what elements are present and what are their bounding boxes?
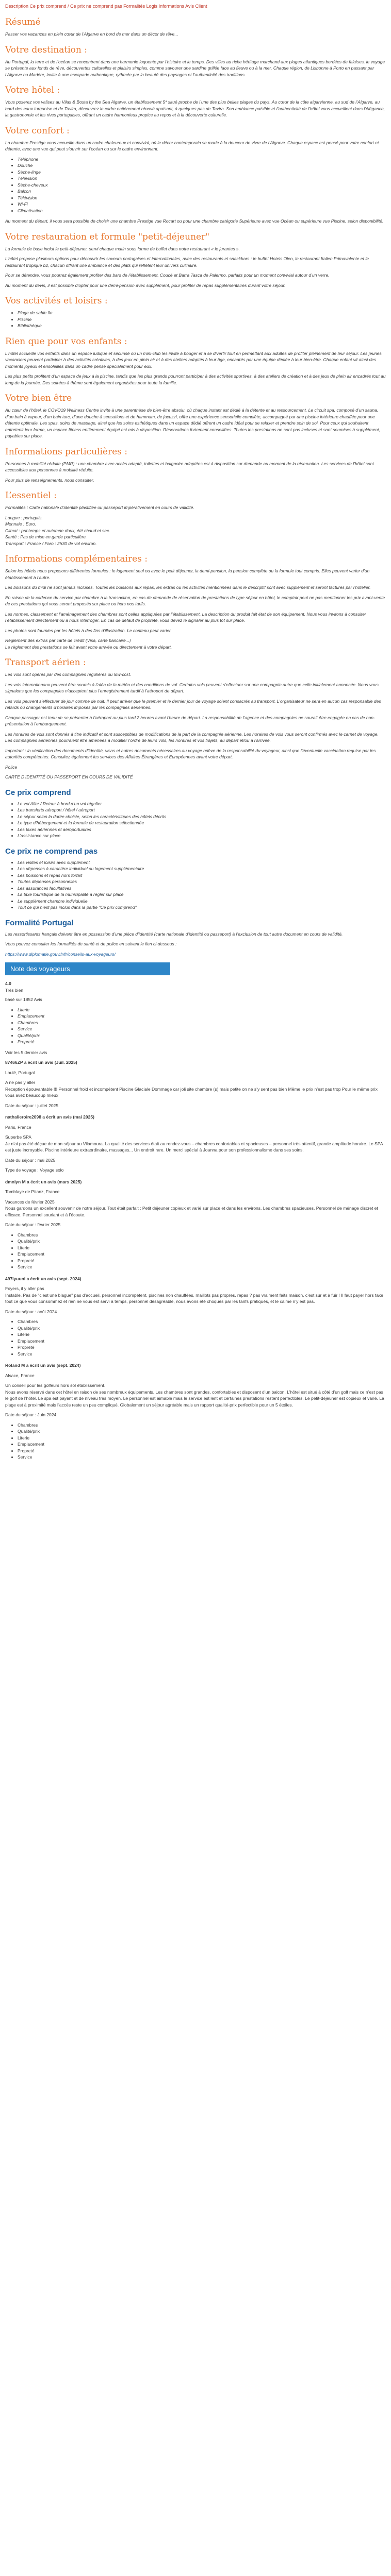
review-criteria-item: • Emplacement <box>18 1251 386 1258</box>
review-criteria-item: • Literie <box>18 1245 386 1251</box>
review-date: Date du séjour : juillet 2025 <box>5 1103 59 1108</box>
confort-text: La chambre Prestige vous accueille dans un cadre chaleureux et convivial, où le décor contemporain se marie à la douceur de vivre de l’Algarve. Chaque espace est pensé pour votre confort et détente, avec une vue qui peut s’ouvrir sur l’océan ou sur le cadre environnant. <box>5 140 379 151</box>
review-criteria-item: • Propreté <box>18 1448 386 1454</box>
review-item <box>5 1362 386 1461</box>
overall-score: 4.0 <box>5 981 11 986</box>
review-criteria <box>5 1232 386 1270</box>
review-date: Date du séjour : Juin 2024 <box>5 1412 57 1417</box>
price-excludes-item: • Les visites et loisirs avec supplément <box>18 859 386 866</box>
review-criteria-item: • Propreté <box>18 1258 386 1264</box>
review-criteria-item: • Propreté <box>18 1344 386 1351</box>
review-location: Paris, France <box>5 1124 31 1130</box>
review-location: Alsace, France <box>5 1372 35 1378</box>
review-criteria-item: • Emplacement <box>18 1338 386 1345</box>
formality-text-1: Les ressortissants français doivent être en possession d’une pièce d’identité (carte nationale d’identité ou passeport) à l’exclusion de tout autre document en cours de validité. <box>5 931 343 937</box>
reviews-count-link[interactable]: Voir les 5 dernier avis <box>5 1049 47 1055</box>
review-item <box>5 1059 386 1109</box>
complementary-text-1: Selon les hôtels nous proposons différentes formules : le logement seul ou avec le petit déjeuner, la demi-pension, la pension complète ou la formule tout compris. Elles peuvent varier d’un établissement à l’autre. <box>5 568 370 580</box>
activity-item: • Plage de sable fin <box>18 310 386 316</box>
price-excludes-item: • La taxe touristique de la municipalité à régler sur place <box>18 891 386 898</box>
review-location: Tomblaye de Pitanz, France <box>5 1189 60 1194</box>
criteria-item: • Qualité/prix <box>18 1032 386 1039</box>
hotel-text: Vous poserez vos valises au Vilas & Bosta by the Sea Algarve, un établissement 5* situé proche de l’une des plus belles plages du pays. Au cœur de la côte algarvienne, au sud de l’Algarve, au bord des eaux turquoise et de Tavira, découvrez le cadre entièrement rénové apaisant, à quelques pas de Tavira. Son ambiance paisible et l’authenticité de l’hôtel vous accueillent dans l’élégance, la gastronomie et les rives portugaises, offrant un cadre harmonieux propice au repos et à la découverte culturelle. <box>5 99 385 117</box>
formality-text-2: Vous pouvez consulter les formalités de santé et de police en suivant le lien ci-dessous : <box>5 941 177 946</box>
complementary-text-6: Règlement des extras par carte de crédit (Visa, carte bancaire...) Le règlement des prestations se fait avant votre arrivée ou directement à votre départ. <box>5 638 172 650</box>
activity-item: • Bibliothèque <box>18 323 386 329</box>
restauration-text-2: L’hôtel propose plusieurs options pour découvrir les saveurs portugaises et internationales, avec des restaurants et snackbars : le buffet Hotels Oleo, le restaurant Italien Primavalente et le restaurant tropique b2, chacun offrant une ambiance et des plats qui reflètent leur univers culinaire. <box>5 256 369 268</box>
police-text: CARTE D’IDENTITÉ OU PASSEPORT EN COURS DE VALIDITÉ <box>5 774 133 779</box>
essential-text-1: Formalités : Carte nationale d’identité plastifiée ou passeport impérativement en cours de validité. <box>5 505 194 510</box>
destination-text: Au Portugal, la terre et de l’océan se rencontrent dans une harmonie loquente par l’histoire et le temps. Des villes au riche héritage marchand aux plages atlantiques bordées de falaises, le voyage se présente aux fonds de rêve, découvertes culturelles et plaisirs simples, comme savourer une sardine grillée face au fleuve ou à la mer. Chaque région, de Lisbonne à Porto en passant par l’Algarve ou Madère, invite à une escapade authentique, rythmée par la beauté des paysages et l’authenticité des traditions. <box>5 59 385 77</box>
overall-label: Très bien <box>5 987 24 993</box>
review-location: Loulé, Portugal <box>5 1070 35 1075</box>
transport-text-4: Chaque passager est tenu de se présenter à l’aéroport au plus tard 2 heures avant l’heure de départ. La responsabilité de l’agence et des compagnies ne saurait être engagée en cas de non-présentation à l’embarquement. <box>5 715 375 726</box>
review-criteria-item: • Service <box>18 1264 386 1270</box>
particular-title: Informations particulières : <box>5 446 128 457</box>
formality-link[interactable]: https://www.diplomatie.gouv.fr/fr/conseils-aux-voyageurs/ <box>5 951 116 957</box>
amenity-item: • Wi-Fi <box>18 201 386 208</box>
review-criteria-item: • Service <box>18 1454 386 1461</box>
resume-title: Résumé <box>5 17 41 27</box>
activities-list <box>5 310 386 329</box>
review-item <box>5 1276 386 1358</box>
restauration-text-3: Pour se détendre, vous pourrez également profiter des bars de l’établissement, Coucé et Barra Tasca de Palermo, parfaits pour un moment convivial autour d’un verre. <box>5 273 330 278</box>
kids-text-1: L’hôtel accueille vos enfants dans un espace ludique et sécurisé où un mini-club les invite à bouger et à se divertir tout en permettant aux adultes de profiter pleinement de leur séjour. Les jeunes vacanciers peuvent participer à des activités créatives, à des jeux en plein air et à des ateliers adaptés à leur âge, encadrés par une équipe dédiée à leur bien-être. Chaque enfant vit ainsi des moments joyeux et ensoleillés dans un cadre pensé spécialement pour eux. <box>5 350 382 369</box>
review-author: nathalieroire2098 a écrit un avis (mai 2025) <box>5 1114 94 1120</box>
price-includes-title: Ce prix comprend <box>5 788 71 797</box>
review-criteria-item: • Qualité/prix <box>18 1428 386 1435</box>
essential-text-2: Langue : portugais. Monnaie : Euro. Climat : printemps et automne doux, été chaud et sec. Santé : Pas de mise en garde particulière. Transport : France / Faro : 2h30 de vol environ. <box>5 515 110 546</box>
price-excludes-item: • Toutes dépenses personnelles <box>18 878 386 885</box>
review-criteria-item: • Qualité/prix <box>18 1238 386 1245</box>
review-criteria-item: • Chambres <box>18 1422 386 1429</box>
review-body: Vacances de février 2025 Nous gardons un excellent souvenir de notre séjour. Tout était parfait : Petit déjeuner copieux et varié sur place et dans les environs. Les chambres spacieuses. Personnel de ménage discret et efficace. Personnel souriant et à l’écoute. <box>5 1199 378 1217</box>
review-criteria <box>5 1422 386 1461</box>
price-includes-item: • L’assistance sur place <box>18 833 386 839</box>
confort-title: Votre confort : <box>5 125 70 136</box>
kids-text-2: Les plus petits profitent d’un espace de jeux à la piscine, tandis que les plus grands pourront participer à des activités sportives, à des ateliers de création et à des jeux de plein air encadrés tout au long de la journée. Des soirées à thème sont également organisées pour toute la famille. <box>5 374 386 385</box>
price-includes-item: • Le séjour selon la durée choisie, selon les caractéristiques des hôtels décrits <box>18 814 386 820</box>
amenity-item: • Climatisation <box>18 208 386 214</box>
review-author: dmnlyn M a écrit un avis (mars 2025) <box>5 1179 82 1184</box>
restauration-text-1: La formule de base inclut le petit-déjeuner, servi chaque matin sous forme de buffet dans notre restaurant « le jurantes ». <box>5 246 240 251</box>
transport-text-5: Les horaires de vols sont donnés à titre indicatif et sont susceptibles de modifications de la part de la compagnie aérienne. Les horaires de vols vous seront confirmés avec le carnet de voyage. Les compagnies aériennes pourraient être amenées à modifier l’ordre de leurs vols, les horaires et vos trajets, au départ et/ou à l’arrivée. <box>5 731 379 743</box>
criteria-item: • Service <box>18 1026 386 1032</box>
police-label: Police <box>5 764 18 770</box>
complementary-text-3: En raison de la cadence du service par chambre à la transaction, en cas de demande de réservation de prestations de type séjour en hôtel, le comptoir peut ne pas mentionner les prix avant-vente de ces prestations qui vous seront proposés sur place ou hors nos tarifs. <box>5 595 385 606</box>
amenity-item: • Douche <box>18 162 386 169</box>
price-excludes-list <box>5 859 386 911</box>
kids-title: Rien que pour vos enfants : <box>5 336 127 347</box>
review-author: 497lyuuni a écrit un avis (sept. 2024) <box>5 1276 82 1281</box>
review-date: Date du séjour : août 2024 <box>5 1309 57 1314</box>
review-item <box>5 1179 386 1270</box>
complementary-text-5: Les photos sont fournies par les hôtels à des fins d’illustration. Le contenu peut varier. <box>5 628 172 633</box>
complementary-title: Informations complémentaires : <box>5 554 148 564</box>
particular-text-2: Pour plus de renseignements, nous consulter. <box>5 477 94 483</box>
amenities-list <box>5 156 386 214</box>
review-body: A ne pas y aller Reception épouvantable !!! Personnel froid et incompétent Piscine Glaciale Dommage car joli site chambre (s) mais petite on ne s’y sent pas bien Même le prix n’est pas trop Pour le même prix vous avez beaucoup mieux <box>5 1080 378 1098</box>
reviews-based: basé sur 1852 Avis <box>5 997 42 1002</box>
price-includes-list <box>5 801 386 839</box>
price-excludes-item: • Tout ce qui n’est pas inclus dans la partie "Ce prix comprend" <box>18 904 386 911</box>
formality-title: Formalité Portugal <box>5 918 74 927</box>
price-includes-item: • Le vol Aller / Retour à bord d’un vol régulier <box>18 801 386 807</box>
review-body: Superbe SPA Je n’ai pas été déçue de mon séjour au Vilamoura. La qualité des services était au rendez-vous – chambres confortables et spacieuses – personnel très attentif, grande amplitude horaire. Le SPA est juste incroyable. Piscine intérieure extraordinaire, massages... Un endroit rare. Un merci spécial à Joanna pour son professionnalisme dans ses soins. <box>5 1134 383 1153</box>
hotel-title: Votre hôtel : <box>5 85 60 95</box>
review-trip-type: Type de voyage : Voyage solo <box>5 1167 64 1173</box>
activity-item: • Piscine <box>18 316 386 323</box>
price-excludes-item: • Les dépenses à caractère individuel ou logement supplémentaire <box>18 866 386 872</box>
review-criteria-item: • Qualité/prix <box>18 1325 386 1332</box>
review-date: Date du séjour : mai 2025 <box>5 1157 56 1163</box>
review-date: Date du séjour : février 2025 <box>5 1222 61 1227</box>
review-author: Roland M a écrit un avis (sept. 2024) <box>5 1363 81 1368</box>
criteria-item: • Literie <box>18 1007 386 1013</box>
destination-title: Votre destination : <box>5 44 87 55</box>
review-item <box>5 1114 386 1174</box>
price-excludes-title: Ce prix ne comprend pas <box>5 846 98 856</box>
review-body: Un conseil pour les golfeurs hors sol établissement. Nous avons réservé dans cet hôtel en raison de ses nombreux équipements. Les chambres sont grandes, confortables et disposent d’un balcon. L’hôtel est situé à côté d’un golf mais ce n’est pas le golf de l’hôtel. Le spa est payant et de niveau très moyen. Le personnel est aimable mais le service est lent et certaines prestations restent perfectibles. Le petit-déjeuner est copieux et varié. La plage est à proximité mais l’accès reste un peu compliqué. Globalement un séjour agréable mais un rapport qualité-prix perfectible pour un 5 étoiles. <box>5 1383 384 1408</box>
amenity-item: • Téléphone <box>18 156 386 163</box>
criteria-item: • Chambres <box>18 1020 386 1026</box>
review-criteria-item: • Chambres <box>18 1232 386 1239</box>
transport-title: Transport aérien : <box>5 657 86 668</box>
breadcrumb[interactable]: Description Ce prix comprend / Ce prix ne comprend pas Formalités Logis Informations Avis Client <box>5 4 207 9</box>
review-criteria <box>5 1318 386 1357</box>
complementary-text-2: Les boissons du midi ne sont jamais incluses. Toutes les boissons aux repas, les extras ou les activités mentionnées dans le descriptif sont avec supplément et seront facturés par l’hôtelier. <box>5 585 371 590</box>
review-body: Foyers, il y aller pas Instable. Pas de "c’est une blague" pas d’accueil, personnel incompétent, piscines non chauffées, maillots pas propres, repas ? pas vraiment faits maison, c’est sur et à fuir ! Il faut payer hors taxe tout ce que vous consommez et rien ne vous est servi à temps, personnel désagréable, nous avons été choqués par les tarifs pratiqués, et le calme n’y est pas. <box>5 1286 384 1304</box>
transport-text-6: Important : la vérification des documents d’identité, visas et autres documents nécessaires au voyage relève de la responsabilité du voyageur, ainsi que l’éventuelle vaccination requise par les autorités compétentes. Consultez également les services des Affaires Étrangères et Européennes avant votre départ. <box>5 748 376 759</box>
price-excludes-item: • Les assurances facultatives <box>18 885 386 892</box>
transport-text-2: Les vols internationaux peuvent être soumis à l’aléa de la météo et des conditions de vol. Certains vols peuvent s’effectuer sur une compagnie autre que celle initialement annoncée. Nous vous signalons que les compagnies n’acceptent plus l’enregistrement tardif à l’aéroport de départ. <box>5 682 379 693</box>
amenity-item: • Télévision <box>18 195 386 201</box>
price-excludes-item: • Les boissons et repas hors forfait <box>18 872 386 879</box>
criteria-list <box>5 1007 386 1045</box>
review-criteria-item: • Chambres <box>18 1318 386 1325</box>
transport-text-3: Les vols peuvent s’effectuer de jour comme de nuit. Il peut arriver que le premier et le dernier jour de voyage soient consacrés au transport. L’organisateur ne sera en aucun cas responsable des retards ou changements d’horaires imposés par les compagnies aériennes. <box>5 698 381 710</box>
activities-title: Vos activités et loisirs : <box>5 296 108 306</box>
complementary-text-4: Les normes, classement et l’aménagement des chambres sont celles appliquées par l’établissement. La description du produit fait état de son équipement. Nous vous invitons à consulter l’établissement directement ou à nous interroger. En cas de défaut de propreté, vous devez le signaler au plus tôt sur place. <box>5 611 366 623</box>
wellness-title: Votre bien être <box>5 393 72 403</box>
amenity-item: • Sèche-linge <box>18 169 386 176</box>
reviews-section <box>5 980 386 1461</box>
price-includes-item: • Les transferts aéroport / hôtel / aéroport <box>18 807 386 814</box>
resume-text: Passer vos vacances en plein cœur de l’Algarve en bord de mer dans un décor de rêve... <box>5 31 178 37</box>
wellness-text: Au cœur de l’hôtel, le COVO19 Wellness Centre invite à une parenthèse de bien-être absolu, où chaque instant est dédié à la détente et au ressourcement. Le circuit spa, composé d’un sauna, d’un bain à vapeur, d’un bain turc, d’une douche à sensations et de hammam, de jacuzzi, offre une expérience sensorielle complète, accompagné par une piscine intérieure chauffée pour une détente optimale. Les spas, soins de massage, ainsi que les soins esthétiques dans un espace dédié offrent un cadre idéal pour se relaxer et prendre soin de soi. Pour ceux qui souhaitent entretenir leur forme, un espace fitness entièrement équipé est mis à disposition. Réservations fortement conseillées. Toutes les prestations ne sont pas incluses et sont soumises à supplément, payables sur place. <box>5 408 380 438</box>
essential-title: L’essentiel : <box>5 490 57 501</box>
price-includes-item: • Le type d’hébergement et la formule de restauration sélectionnée <box>18 820 386 826</box>
criteria-item: • Propreté <box>18 1039 386 1045</box>
review-criteria-item: • Service <box>18 1351 386 1358</box>
transport-text-1: Les vols sont opérés par des compagnies régulières ou low-cost. <box>5 672 132 677</box>
main-content <box>0 17 391 1461</box>
review-criteria-item: • Emplacement <box>18 1441 386 1448</box>
price-excludes-item: • Le supplément chambre individuelle <box>18 898 386 905</box>
review-author: 87466ZP a écrit un avis (Juil. 2025) <box>5 1060 77 1065</box>
traveler-reviews-header: Note des voyageurs <box>5 962 170 975</box>
amenity-item: • Sèche-cheveux <box>18 182 386 189</box>
restauration-text-4: Au moment du devis, il est possible d’opter pour une demi-pension avec supplément, pour profiter de repas supplémentaires durant votre séjour. <box>5 282 286 288</box>
amenity-item: • Balcon <box>18 188 386 195</box>
particular-text-1: Personnes à mobilité réduite (PMR) : une chambre avec accès adapté, toilettes et baignoire adaptées est à disposition sur demande au moment de la réservation. Les services de l’hôtel sont accessibles aux personnes à mobilité réduite. <box>5 461 374 472</box>
review-criteria-item: • Literie <box>18 1331 386 1338</box>
restauration-title: Votre restauration et formule "petit-déjeuner" <box>5 231 210 242</box>
criteria-item: • Emplacement <box>18 1013 386 1020</box>
confort-text-2: Au moment du départ, il vous sera possible de choisir une chambre Prestige vue Rocart ou pour une chambre catégorie Supérieure avec vue Océan ou supérieure vue Piscine, selon disponibilité. <box>5 218 384 224</box>
review-criteria-item: • Literie <box>18 1435 386 1442</box>
amenity-item: • Télévision <box>18 175 386 182</box>
price-includes-item: • Les taxes aériennes et aéroportuaires <box>18 826 386 833</box>
